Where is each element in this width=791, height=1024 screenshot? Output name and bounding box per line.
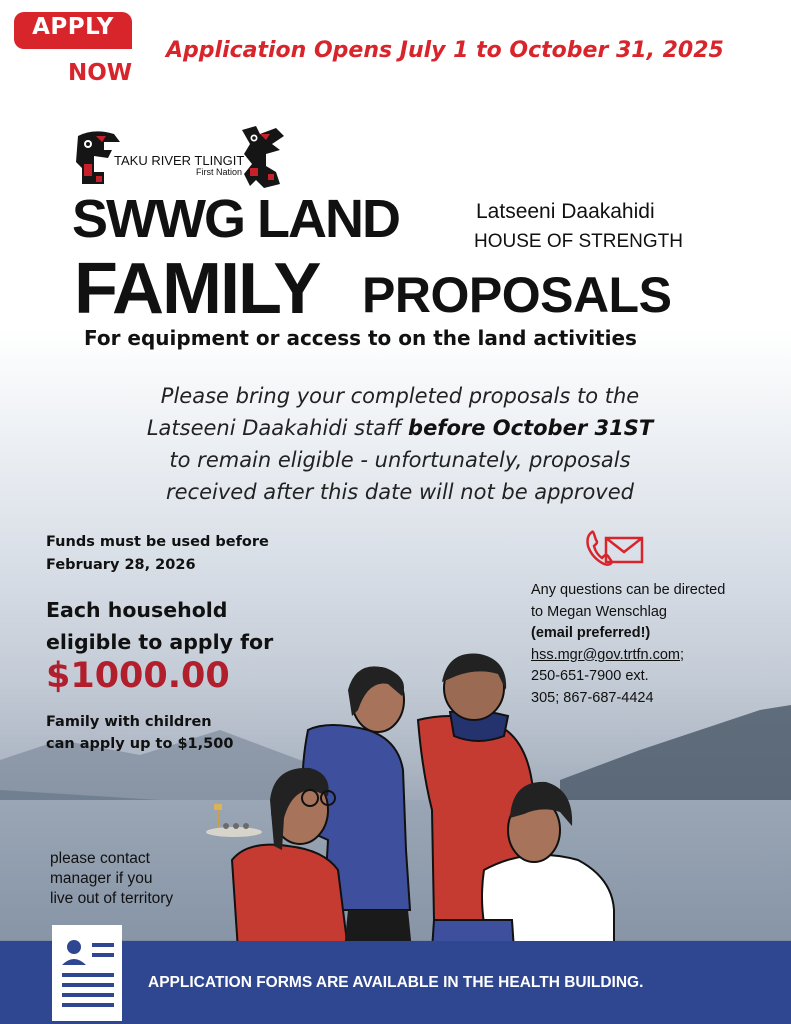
instructions-text: Latseeni Daakahidi staff xyxy=(146,416,409,440)
footer-message: APPLICATION FORMS ARE AVAILABLE IN THE HEALTH BUILDING. xyxy=(148,974,644,991)
title-swwg-land: SWWG LAND xyxy=(72,189,399,249)
title-proposals: PROPOSALS xyxy=(362,267,672,323)
contact-line: to Megan Wenschlag xyxy=(531,603,667,620)
deadline-text: before October 31ST xyxy=(408,416,654,440)
separator: ; xyxy=(680,646,685,663)
title-family: FAMILY xyxy=(74,249,320,329)
program-house: HOUSE OF STRENGTH xyxy=(474,231,684,252)
household-eligibility xyxy=(46,594,326,658)
org-name: TAKU RIVER TLINGIT xyxy=(114,153,245,168)
email-preferred-note: (email preferred!) xyxy=(531,625,651,641)
note-line: please contact xyxy=(50,850,150,867)
instructions-line xyxy=(120,412,680,444)
note-line: live out of territory xyxy=(50,890,174,907)
instructions-line: to remain eligible - unfortunately, proposals xyxy=(169,448,631,472)
instructions-line: received after this date will not be approved xyxy=(166,480,634,504)
funding-amount: $1000.00 xyxy=(46,656,230,696)
submission-instructions xyxy=(120,380,680,508)
apply-label: APPLY xyxy=(32,14,114,40)
note-line: manager if you xyxy=(50,870,153,887)
funds-line: February 28, 2026 xyxy=(46,557,196,573)
program-name: Latseeni Daakahidi xyxy=(476,200,655,223)
phone-line: 250-651-7900 ext. xyxy=(531,668,649,684)
now-label: NOW xyxy=(68,60,133,86)
children-line: can apply up to $1,500 xyxy=(46,736,234,752)
children-line: Family with children xyxy=(46,714,212,730)
out-of-territory-note xyxy=(50,849,250,909)
funds-line: Funds must be used before xyxy=(46,534,269,550)
org-subname: First Nation xyxy=(196,167,243,177)
household-line: Each household xyxy=(46,598,228,622)
family-illustration xyxy=(228,650,618,950)
funds-deadline xyxy=(46,531,306,577)
application-form-icon xyxy=(52,925,122,1021)
household-line: eligible to apply for xyxy=(46,630,274,654)
application-dates: Application Opens July 1 to October 31, 2025 xyxy=(166,38,724,63)
instructions-line: Please bring your completed proposals to the xyxy=(160,384,640,408)
phone-line: 305; 867-687-4424 xyxy=(531,689,654,706)
subtitle: For equipment or access to on the land activities xyxy=(84,326,637,350)
phone-email-icon xyxy=(584,526,648,570)
contact-line: Any questions can be directed xyxy=(531,582,726,598)
email-link[interactable]: hss.mgr@gov.trtfn.com xyxy=(531,646,681,663)
